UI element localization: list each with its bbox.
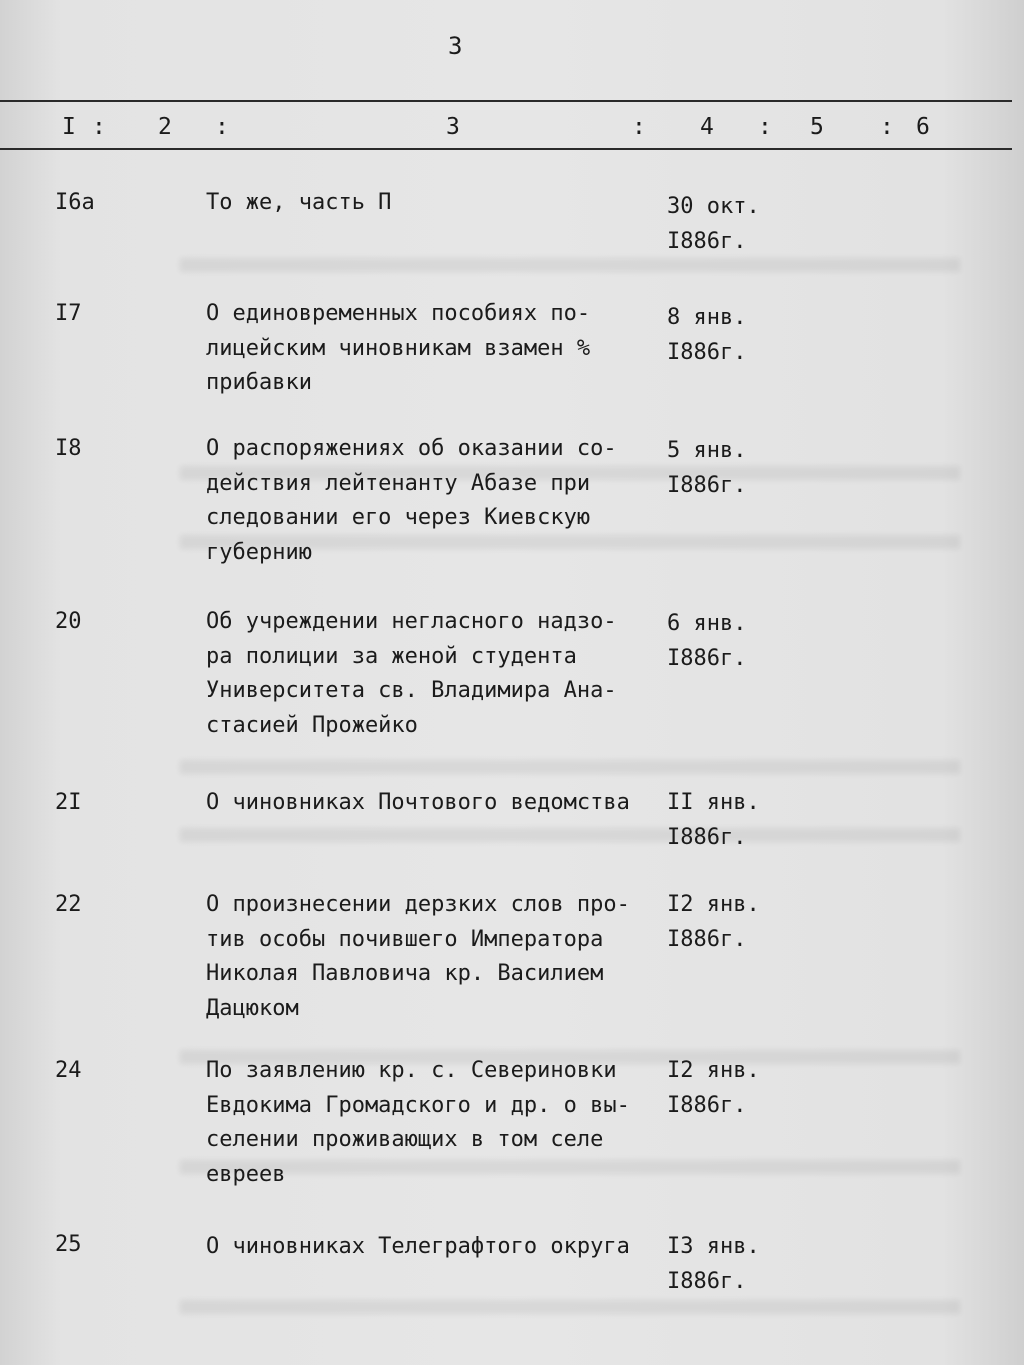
column-separator: : bbox=[880, 114, 894, 140]
row-number: I6а bbox=[55, 190, 95, 215]
row-date bbox=[667, 434, 746, 503]
column-separator: : bbox=[215, 114, 229, 140]
row-title bbox=[206, 888, 630, 1026]
row-title bbox=[206, 297, 590, 401]
column-separator: : bbox=[758, 114, 772, 140]
date-line: I2 янв. bbox=[667, 892, 760, 917]
date-line: I886г. bbox=[667, 645, 747, 671]
row-number: 20 bbox=[55, 609, 82, 634]
row-title bbox=[206, 605, 617, 743]
column-header-1: I bbox=[62, 114, 76, 140]
row-number: 25 bbox=[55, 1232, 82, 1257]
title-line: действия лейтенанту Абазе при bbox=[206, 470, 591, 496]
date-line: I2 янв. bbox=[667, 1058, 760, 1083]
title-line: прибавки bbox=[206, 370, 312, 395]
row-title bbox=[206, 1230, 630, 1265]
title-line: евреев bbox=[206, 1161, 286, 1187]
header-bottom-rule bbox=[0, 148, 1012, 150]
date-line: I886г. bbox=[667, 926, 747, 952]
header-top-rule bbox=[0, 100, 1012, 102]
column-header-3: 3 bbox=[446, 114, 460, 140]
title-line: О произнесении дерзких слов про- bbox=[206, 892, 630, 917]
column-separator: : bbox=[632, 114, 646, 140]
date-line: I886г. bbox=[667, 1268, 747, 1294]
date-line: 8 янв. bbox=[667, 305, 747, 330]
column-separator: : bbox=[92, 114, 106, 140]
date-line: 30 окт. bbox=[667, 194, 760, 219]
date-line: I886г. bbox=[667, 339, 747, 365]
title-line: следовании его через Киевскую bbox=[206, 505, 591, 530]
row-title bbox=[206, 786, 630, 821]
title-line: тив особы почившего Императора bbox=[206, 926, 604, 952]
row-date bbox=[667, 786, 760, 855]
row-date bbox=[667, 190, 760, 259]
title-line: По заявлению кр. с. Севериновки bbox=[206, 1058, 617, 1083]
row-number: 24 bbox=[55, 1058, 82, 1083]
title-line: О единовременных пособиях по- bbox=[206, 301, 591, 326]
title-line: губернию bbox=[206, 539, 312, 565]
date-line: 5 янв. bbox=[667, 438, 747, 463]
title-line: Об учреждении негласного надзо- bbox=[206, 609, 617, 634]
row-number: I8 bbox=[55, 436, 82, 461]
row-date bbox=[667, 1054, 760, 1123]
title-line: Университета св. Владимира Ана- bbox=[206, 678, 617, 703]
title-line: То же, часть П bbox=[206, 190, 392, 215]
title-line: стасией Прожейко bbox=[206, 712, 418, 738]
title-line: О распоряжениях об оказании со- bbox=[206, 436, 617, 461]
date-line: 6 янв. bbox=[667, 611, 747, 636]
column-header-2: 2 bbox=[158, 114, 172, 140]
title-line: селении проживающих в том селе bbox=[206, 1127, 604, 1152]
date-line: II янв. bbox=[667, 790, 760, 815]
column-header-6: 6 bbox=[916, 114, 930, 140]
title-line: лицейским чиновникам взамен % bbox=[206, 335, 591, 361]
date-line: I3 янв. bbox=[667, 1234, 760, 1259]
row-title bbox=[206, 186, 391, 221]
row-date bbox=[667, 301, 746, 370]
row-title bbox=[206, 432, 617, 570]
title-line: ра полиции за женой студента bbox=[206, 643, 577, 669]
page-number: 3 bbox=[448, 32, 463, 60]
date-line: I886г. bbox=[667, 472, 747, 498]
date-line: I886г. bbox=[667, 228, 747, 254]
column-header-4: 4 bbox=[700, 114, 714, 140]
title-line: Евдокима Громадского и др. о вы- bbox=[206, 1092, 630, 1118]
row-number: 2I bbox=[55, 790, 82, 815]
row-title bbox=[206, 1054, 630, 1192]
table-header bbox=[0, 114, 1012, 144]
date-line: I886г. bbox=[667, 824, 747, 850]
title-line: Дацюком bbox=[206, 995, 299, 1021]
column-header-5: 5 bbox=[810, 114, 824, 140]
title-line: О чиновниках Почтового ведомства bbox=[206, 790, 630, 815]
row-date bbox=[667, 888, 760, 957]
date-line: I886г. bbox=[667, 1092, 747, 1118]
row-date bbox=[667, 607, 746, 676]
row-number: 22 bbox=[55, 892, 82, 917]
row-date bbox=[667, 1230, 760, 1299]
title-line: О чиновниках Телеграфтого округа bbox=[206, 1234, 630, 1259]
title-line: Николая Павловича кр. Василием bbox=[206, 961, 604, 986]
row-number: I7 bbox=[55, 301, 82, 326]
